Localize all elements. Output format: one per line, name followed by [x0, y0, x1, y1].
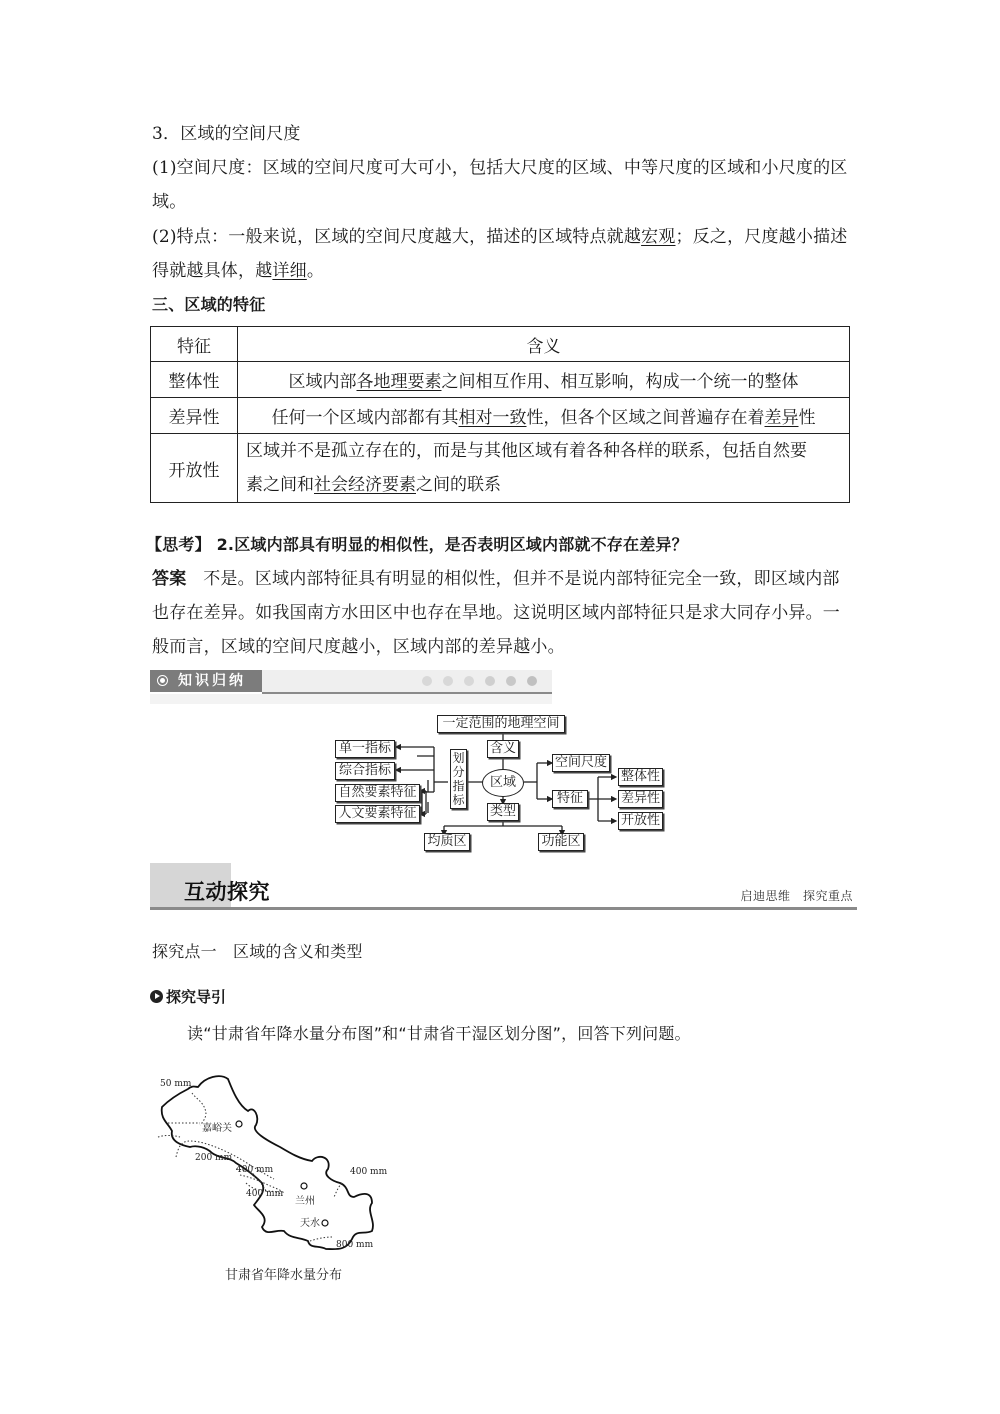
decor-dot	[506, 676, 516, 686]
underlined-answer: 各地理要素	[356, 372, 442, 392]
table-cell-meaning	[238, 398, 850, 434]
decor-dot	[527, 676, 537, 686]
section-header-interactive	[150, 863, 857, 911]
explore-instruction: 读“甘肃省年降水量分布图”和“甘肃省干湿区划分图”，回答下列问题。	[187, 1024, 691, 1043]
table-header: 含义	[238, 327, 850, 362]
paragraph-scale-definition-line2: 域。	[152, 192, 187, 212]
text: 素之间和	[246, 475, 314, 495]
answer-line3: 般而言，区域的空间尺度越小，区域内部的差异越小。	[152, 637, 565, 657]
underlined-answer: 相对一致	[458, 408, 527, 428]
section-subtitle: 启迪思维 探究重点	[740, 889, 853, 903]
text: (2)特点：一般来说，区域的空间尺度越大，描述的区域特点就越	[152, 227, 642, 247]
bar-shadow	[150, 694, 552, 704]
node-division-item: 综合指标	[335, 762, 395, 780]
table-header: 特征	[151, 327, 238, 362]
text: 不是。区域内部特征具有明显的相似性，但并不是说内部特征完全一致，即区域内部	[203, 569, 840, 589]
node-feature-item: 差异性	[618, 790, 663, 808]
table-header-row	[151, 327, 850, 362]
text: 性	[798, 408, 816, 428]
knowledge-label: 知识归纳	[178, 673, 246, 689]
city-marker	[322, 1220, 328, 1226]
answer-line2: 也存在差异。如我国南方水田区中也存在旱地。这说明区域内部特征只是求大同存小异。一	[152, 603, 840, 623]
knowledge-summary-bar	[150, 670, 552, 700]
target-icon	[157, 675, 168, 686]
isoline-label: 50 mm	[160, 1079, 192, 1089]
text: 之间相互作用、相互影响，构成一个统一的整体	[441, 372, 799, 392]
table-cell-feature: 整体性	[151, 362, 238, 398]
table-row	[151, 398, 850, 434]
city-marker	[236, 1121, 242, 1127]
explore-point-title: 探究点一 区域的含义和类型	[152, 942, 363, 961]
node-feature-item: 开放性	[618, 812, 663, 830]
node-spatial-scale: 空间尺度	[552, 754, 610, 772]
text: 任何一个区域内部都有其	[271, 408, 459, 428]
text: 。	[306, 261, 325, 281]
guide-label: 探究导引	[166, 988, 227, 1006]
section-heading-features: 三、区域的特征	[152, 295, 266, 314]
node-division-item: 自然要素特征	[335, 784, 420, 802]
node-type-item: 功能区	[538, 833, 584, 851]
text: 得就越具体，越	[152, 261, 273, 281]
text: ；反之，尺度越小描述	[675, 227, 848, 247]
city-marker	[301, 1183, 307, 1189]
gansu-precipitation-map	[150, 1065, 400, 1285]
isoline-label: 400 mm	[246, 1189, 284, 1199]
map-caption: 甘肃省年降水量分布	[225, 1268, 343, 1283]
decor-dot	[485, 676, 495, 686]
isoline-label: 200 mm	[195, 1153, 233, 1163]
node-type-label: 类型	[487, 803, 519, 821]
text: 之间的联系	[416, 475, 501, 495]
table-cell-feature: 差异性	[151, 398, 238, 434]
section-title: 互动探究	[184, 880, 270, 904]
section-heading-spatial-scale: 3．区域的空间尺度	[152, 124, 301, 144]
features-table	[150, 326, 850, 503]
answer-line1	[152, 569, 840, 589]
isoline-label: 400 mm	[350, 1167, 388, 1177]
underlined-answer: 详细	[272, 261, 307, 281]
knowledge-tag	[150, 670, 262, 692]
explore-guide-heading	[150, 986, 226, 1007]
decor-dot	[464, 676, 474, 686]
table-cell-meaning	[238, 362, 850, 398]
answer-label: 答案	[152, 569, 187, 589]
concept-map	[330, 710, 675, 855]
node-type-item: 均质区	[424, 833, 470, 851]
city-label: 嘉峪关	[202, 1123, 232, 1134]
isoline-label: 800 mm	[336, 1240, 374, 1250]
paragraph-scale-feature-line1	[152, 227, 848, 247]
node-division-label: 划分指标	[450, 749, 467, 809]
map-outline	[150, 1065, 400, 1265]
underlined-answer: 宏观	[641, 227, 676, 247]
node-division-item: 单一指标	[335, 740, 395, 758]
header-rule	[150, 907, 857, 910]
node-definition: 一定范围的地理空间	[437, 715, 565, 733]
table-cell-meaning	[238, 434, 850, 503]
text: 性，但各个区域之间普遍存在着	[526, 408, 765, 428]
table-row	[151, 362, 850, 398]
decor-dot	[443, 676, 453, 686]
node-region-center: 区域	[482, 769, 524, 797]
question-text: 2.区域内部具有明显的相似性，是否表明区域内部就不存在差异？	[216, 535, 688, 554]
underlined-answer: 差异	[764, 408, 799, 428]
play-circle-icon	[150, 990, 163, 1003]
text: 区域内部	[288, 372, 357, 392]
text: 区域并不是孤立存在的，而是与其他区域有着各种各样的联系，包括自然要	[246, 441, 807, 461]
node-definition-label: 含义	[487, 740, 519, 758]
think-tag: 【思考】	[146, 535, 211, 554]
text-line	[246, 468, 841, 502]
table-row	[151, 434, 850, 503]
decor-dot	[422, 676, 432, 686]
think-question	[146, 535, 688, 555]
table-cell-feature: 开放性	[151, 434, 238, 503]
paragraph-scale-definition-line1: (1)空间尺度：区域的空间尺度可大可小，包括大尺度的区域、中等尺度的区域和小尺度的区	[152, 158, 848, 178]
bar-fill	[262, 670, 552, 692]
isoline-label: 400 mm	[236, 1165, 274, 1175]
node-feature-item: 整体性	[618, 768, 663, 786]
underlined-answer: 社会经济要素	[314, 475, 416, 495]
node-feature-label: 特征	[552, 790, 588, 808]
city-label: 兰州	[295, 1196, 315, 1207]
city-label: 天水	[300, 1218, 320, 1229]
node-division-item: 人文要素特征	[335, 805, 420, 823]
paragraph-scale-feature-line2	[152, 261, 324, 281]
